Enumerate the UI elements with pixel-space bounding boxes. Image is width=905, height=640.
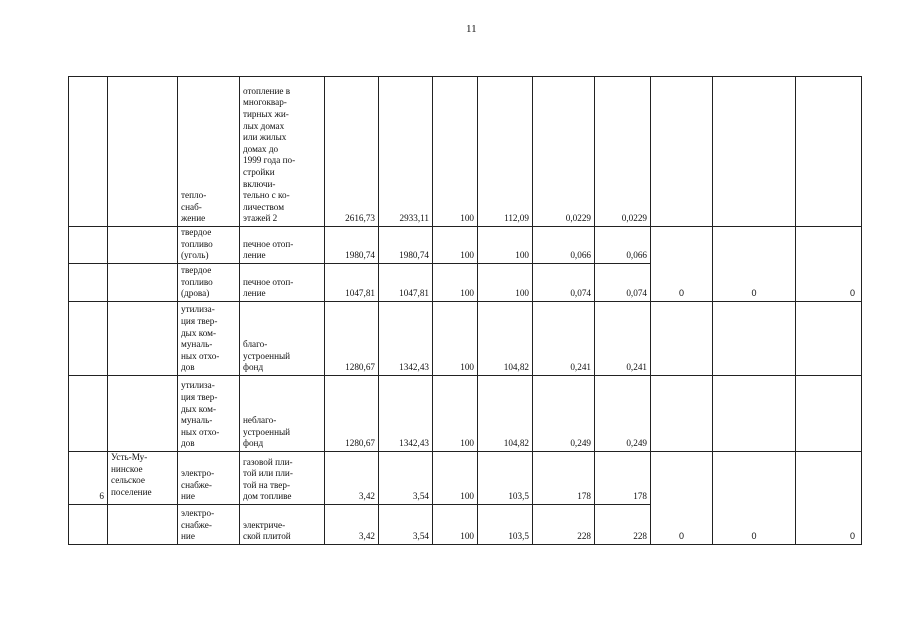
empty-cell xyxy=(69,505,108,545)
index-1-cell: 100 xyxy=(433,376,478,452)
merged-value-cell: 0 xyxy=(796,227,862,302)
table-row xyxy=(69,302,862,376)
table-row xyxy=(69,227,862,264)
row-number-cell xyxy=(69,77,108,227)
service-cell: твердое топливо (уголь) xyxy=(178,227,240,264)
tariff-table xyxy=(68,76,862,545)
empty-cell xyxy=(69,227,108,264)
tariff-2-cell: 1980,74 xyxy=(379,227,433,264)
empty-cell xyxy=(713,77,796,227)
empty-cell xyxy=(108,302,178,376)
empty-cell xyxy=(713,376,796,452)
service-cell: твердое топливо (дрова) xyxy=(178,264,240,302)
index-2-cell: 112,09 xyxy=(478,77,533,227)
tariff-1-cell: 3,42 xyxy=(325,505,379,545)
empty-cell xyxy=(796,376,862,452)
service-cell: электро- снабже- ние xyxy=(178,452,240,505)
empty-cell xyxy=(69,376,108,452)
merged-value-cell: 0 xyxy=(796,452,862,545)
category-cell: электриче- ской плитой xyxy=(240,505,325,545)
empty-cell xyxy=(108,227,178,264)
table-row xyxy=(69,376,862,452)
tariff-1-cell: 3,42 xyxy=(325,452,379,505)
merged-value-cell: 0 xyxy=(651,227,713,302)
norm-2-cell: 0,0229 xyxy=(595,77,651,227)
norm-2-cell: 0,249 xyxy=(595,376,651,452)
empty-cell xyxy=(651,302,713,376)
table-row xyxy=(69,452,862,505)
tariff-1-cell: 1280,67 xyxy=(325,376,379,452)
settlement-cell: Усть-Му- нинское сельское поселение xyxy=(108,452,178,505)
service-cell: тепло- снаб- жение xyxy=(178,77,240,227)
empty-cell xyxy=(651,376,713,452)
empty-cell xyxy=(796,302,862,376)
tariff-2-cell: 1342,43 xyxy=(379,376,433,452)
empty-cell xyxy=(108,505,178,545)
norm-1-cell: 0,0229 xyxy=(533,77,595,227)
tariff-1-cell: 2616,73 xyxy=(325,77,379,227)
service-cell: электро- снабже- ние xyxy=(178,505,240,545)
empty-cell xyxy=(651,77,713,227)
category-cell: отопление в многоквар- тирных жи- лых домах или жилых домах до 1999 года по- стройки включи- тельно с ко- личеством этажей 2 xyxy=(240,77,325,227)
empty-cell xyxy=(713,302,796,376)
norm-2-cell: 228 xyxy=(595,505,651,545)
index-2-cell: 100 xyxy=(478,264,533,302)
norm-2-cell: 178 xyxy=(595,452,651,505)
norm-1-cell: 0,249 xyxy=(533,376,595,452)
merged-value-cell: 0 xyxy=(713,452,796,545)
norm-2-cell: 0,241 xyxy=(595,302,651,376)
index-1-cell: 100 xyxy=(433,77,478,227)
norm-1-cell: 0,241 xyxy=(533,302,595,376)
index-1-cell: 100 xyxy=(433,264,478,302)
norm-2-cell: 0,066 xyxy=(595,227,651,264)
empty-cell xyxy=(69,302,108,376)
tariff-2-cell: 3,54 xyxy=(379,452,433,505)
tariff-1-cell: 1047,81 xyxy=(325,264,379,302)
settlement-cell xyxy=(108,77,178,227)
norm-1-cell: 228 xyxy=(533,505,595,545)
service-cell: утилиза- ция твер- дых ком- муналь- ных отхо- дов xyxy=(178,302,240,376)
tariff-1-cell: 1280,67 xyxy=(325,302,379,376)
index-2-cell: 100 xyxy=(478,227,533,264)
category-cell: благо- устроенный фонд xyxy=(240,302,325,376)
page-number: 11 xyxy=(466,23,477,35)
empty-cell xyxy=(69,264,108,302)
index-2-cell: 104,82 xyxy=(478,302,533,376)
empty-cell xyxy=(796,77,862,227)
category-cell: газовой пли- той или пли- той на твер- дом топливе xyxy=(240,452,325,505)
row-number-cell: 6 xyxy=(69,452,108,505)
index-1-cell: 100 xyxy=(433,302,478,376)
empty-cell xyxy=(108,376,178,452)
category-cell: печное отоп- ление xyxy=(240,264,325,302)
index-2-cell: 104,82 xyxy=(478,376,533,452)
norm-1-cell: 0,074 xyxy=(533,264,595,302)
merged-value-cell: 0 xyxy=(713,227,796,302)
tariff-2-cell: 2933,11 xyxy=(379,77,433,227)
category-cell: печное отоп- ление xyxy=(240,227,325,264)
tariff-2-cell: 3,54 xyxy=(379,505,433,545)
index-1-cell: 100 xyxy=(433,505,478,545)
index-1-cell: 100 xyxy=(433,452,478,505)
index-1-cell: 100 xyxy=(433,227,478,264)
category-cell: неблаго- устроенный фонд xyxy=(240,376,325,452)
index-2-cell: 103,5 xyxy=(478,505,533,545)
tariff-2-cell: 1047,81 xyxy=(379,264,433,302)
empty-cell xyxy=(108,264,178,302)
service-cell: утилиза- ция твер- дых ком- муналь- ных отхо- дов xyxy=(178,376,240,452)
merged-value-cell: 0 xyxy=(651,452,713,545)
index-2-cell: 103,5 xyxy=(478,452,533,505)
table-row xyxy=(69,77,862,227)
norm-1-cell: 178 xyxy=(533,452,595,505)
tariff-1-cell: 1980,74 xyxy=(325,227,379,264)
norm-1-cell: 0,066 xyxy=(533,227,595,264)
tariff-2-cell: 1342,43 xyxy=(379,302,433,376)
norm-2-cell: 0,074 xyxy=(595,264,651,302)
